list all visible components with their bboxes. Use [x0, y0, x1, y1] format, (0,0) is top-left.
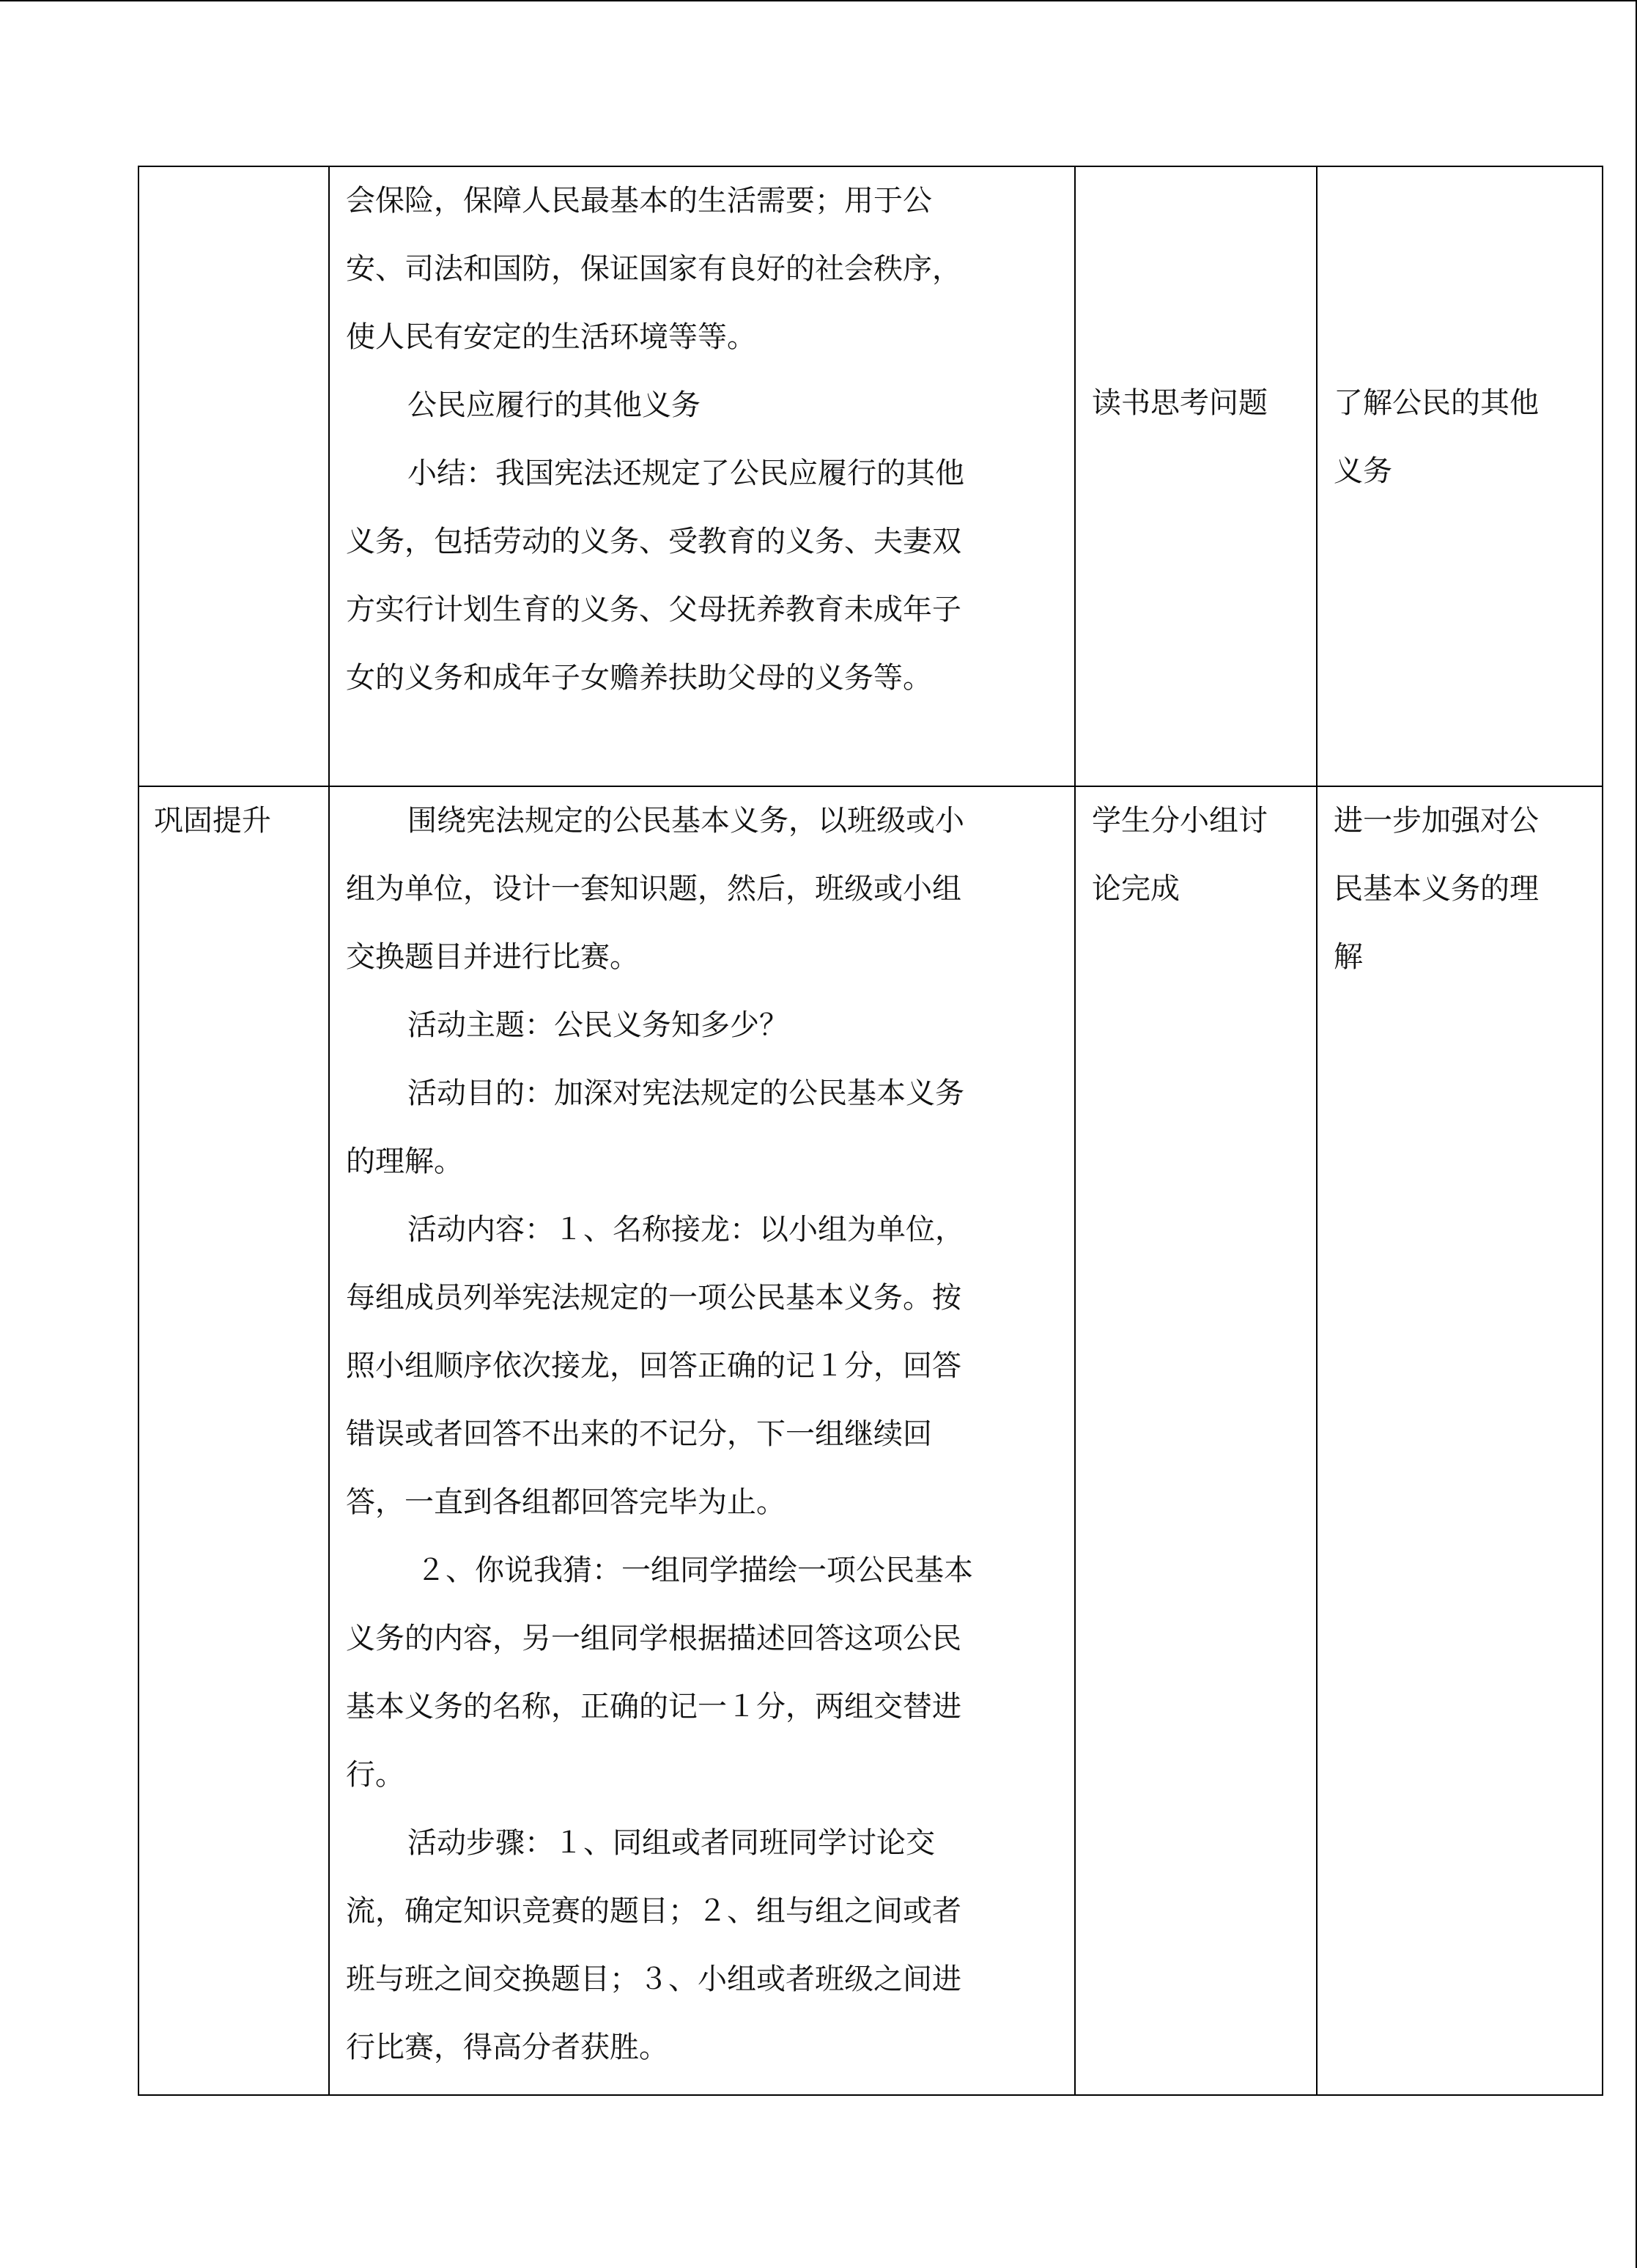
content-line: 错误或者回答不出来的不记分，下一组继续回 [346, 1417, 932, 1451]
page-border-top [0, 0, 1636, 1]
table-row [138, 786, 1603, 2095]
content-line: 公民应履行的其他义务 [407, 388, 701, 422]
content-line: 答，一直到各组都回答完毕为止。 [346, 1485, 786, 1519]
content-cell [329, 786, 1075, 2095]
content-line: 活动目的：加深对宪法规定的公民基本义务 [407, 1076, 964, 1110]
content-line: 流，确定知识竞赛的题目；２、组与组之间或者 [346, 1894, 961, 1928]
lesson-plan-table [138, 166, 1603, 2096]
student-activity-line: 论完成 [1092, 872, 1180, 906]
content-line: 活动主题：公民义务知多少？ [407, 1008, 788, 1042]
content-line: 会保险，保障人民最基本的生活需要；用于公 [346, 184, 932, 218]
content-line: 班与班之间交换题目；３、小组或者班级之间进 [346, 1962, 961, 1996]
content-line: 活动步骤：１、同组或者同班同学讨论交 [407, 1826, 935, 1860]
content-line: 的理解。 [346, 1145, 463, 1178]
content-line: 行。 [346, 1758, 404, 1792]
stage-cell [138, 166, 329, 786]
goal-cell [1317, 786, 1603, 2095]
stage-cell [138, 786, 329, 2095]
goal-line: 义务 [1334, 454, 1392, 488]
content-line: 围绕宪法规定的公民基本义务，以班级或小 [407, 804, 964, 838]
content-line: 交换题目并进行比赛。 [346, 940, 639, 974]
goal-cell [1317, 166, 1603, 786]
content-line: 组为单位，设计一套知识题，然后，班级或小组 [346, 872, 961, 906]
student-activity-line: 学生分小组讨 [1092, 804, 1268, 838]
student-activity-text: 读书思考问题 [1092, 386, 1268, 420]
content-line: 基本义务的名称，正确的记一１分，两组交替进 [346, 1690, 961, 1724]
content-line: 义务的内容，另一组同学根据描述回答这项公民 [346, 1622, 961, 1655]
student-activity-cell [1075, 166, 1317, 786]
content-cell [329, 166, 1075, 786]
table-row [138, 166, 1603, 786]
goal-line: 了解公民的其他 [1334, 386, 1539, 420]
content-line: 方实行计划生育的义务、父母抚养教育未成年子 [346, 593, 961, 627]
content-line: 每组成员列举宪法规定的一项公民基本义务。按 [346, 1281, 961, 1315]
content-line: 女的义务和成年子女赡养扶助父母的义务等。 [346, 661, 932, 695]
student-activity-cell [1075, 786, 1317, 2095]
content-line: 活动内容：１、名称接龙：以小组为单位， [407, 1213, 964, 1246]
content-line: 照小组顺序依次接龙，回答正确的记１分，回答 [346, 1349, 961, 1383]
stage-label: 巩固提升 [154, 804, 271, 838]
goal-line: 民基本义务的理 [1334, 872, 1539, 906]
content-line: 小结：我国宪法还规定了公民应履行的其他 [407, 457, 964, 490]
content-line: 安、司法和国防，保证国家有良好的社会秩序， [346, 252, 961, 286]
content-line: 行比赛，得高分者获胜。 [346, 2031, 668, 2064]
content-line: 使人民有安定的生活环境等等。 [346, 320, 756, 354]
goal-line: 解 [1334, 940, 1363, 974]
goal-line: 进一步加强对公 [1334, 804, 1539, 838]
content-line: 义务，包括劳动的义务、受教育的义务、夫妻双 [346, 525, 961, 558]
content-line: ２、你说我猜：一组同学描绘一项公民基本 [416, 1554, 973, 1587]
